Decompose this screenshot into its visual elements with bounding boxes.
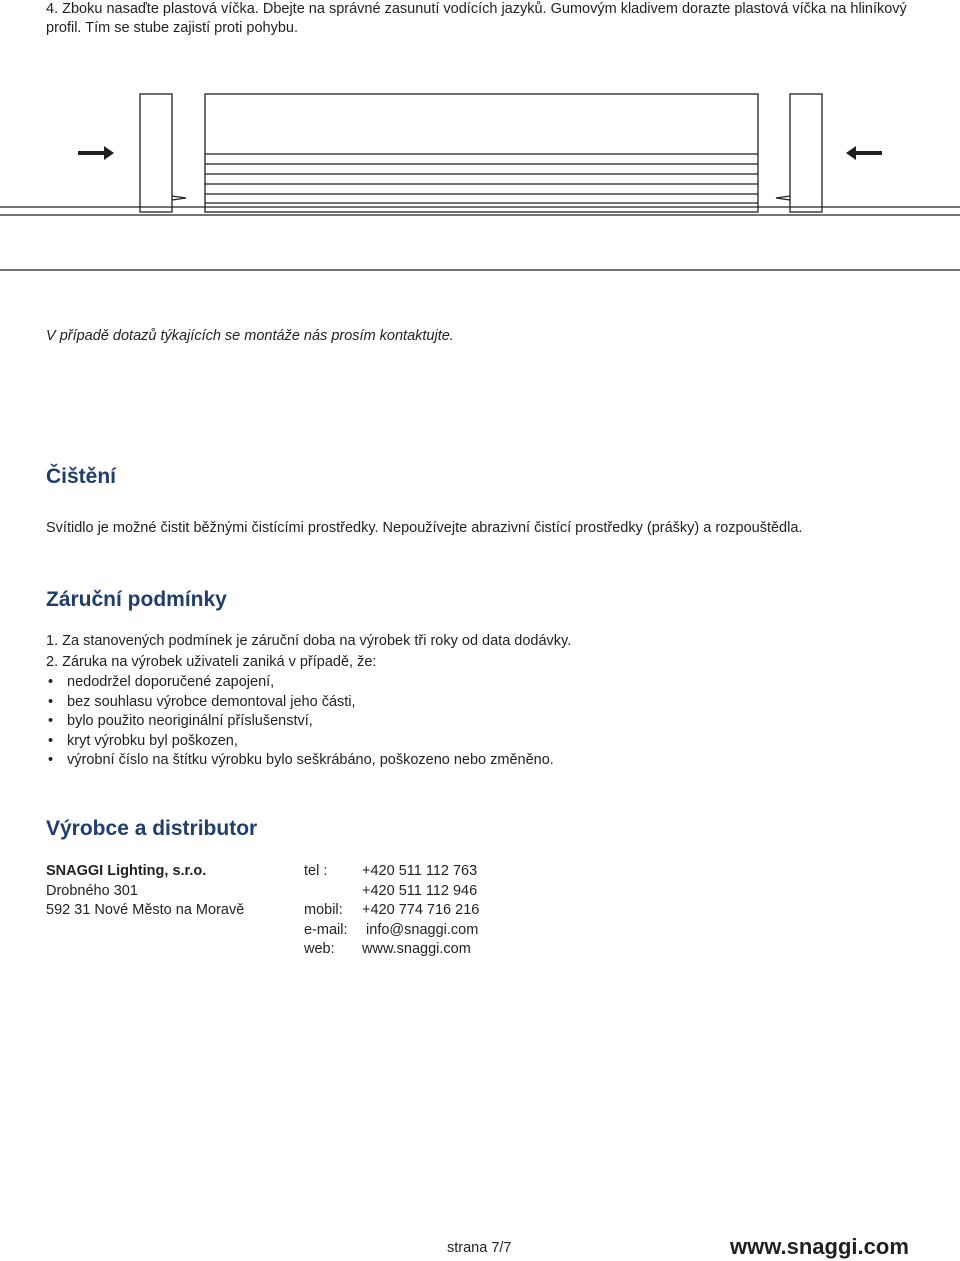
list-item xyxy=(46,751,554,771)
contact-label: tel : xyxy=(304,863,328,879)
cleaning-text: Svítidlo je možné čistit běžnými čistícími prostředky. Nepoužívejte abrazivní čistící prostředky (prášky) a rozpouštědla. xyxy=(46,520,803,536)
company-name: SNAGGI Lighting, s.r.o. xyxy=(46,863,207,879)
bullet-icon: • xyxy=(48,713,54,729)
bullet-icon: • xyxy=(48,732,54,749)
bullet-icon: • xyxy=(48,674,54,690)
footer-website: www.snaggi.com xyxy=(730,1234,909,1259)
cleaning-heading: Čištění xyxy=(46,465,117,488)
company-city: 592 31 Nové Město na Moravě xyxy=(46,902,245,918)
end-cap-assembly-diagram xyxy=(0,78,960,278)
page-number: strana 7/7 xyxy=(447,1240,512,1256)
contact-row-phone-1 xyxy=(304,862,479,882)
assembly-step-text: 4. Zboku nasaďte plastová víčka. Dbejte na správné zasunutí vodících jazyků. Gumovým kladivem dorazte plastová víčka na hliníkový profil. Tím se stube zajistí proti pohybu. xyxy=(46,1,907,36)
contact-row-mobile xyxy=(304,901,479,921)
contact-row-web xyxy=(304,940,479,960)
condition-text: výrobní číslo na štítku výrobku bylo seškrábáno, poškozeno nebo změněno. xyxy=(67,752,554,768)
left-cap-tongue xyxy=(172,196,186,200)
manufacturer-heading: Výrobce a distributor xyxy=(46,817,258,840)
condition-text: bylo použito neoriginální příslušenství, xyxy=(67,713,313,729)
right-cap-tongue xyxy=(776,196,790,200)
condition-text: nedodržel doporučené zapojení, xyxy=(67,674,275,690)
warranty-heading: Záruční podmínky xyxy=(46,588,227,611)
contact-value: info@snaggi.com xyxy=(362,921,479,938)
bullet-icon: • xyxy=(48,752,54,768)
contact-value: +420 511 112 946 xyxy=(362,882,478,899)
warranty-item-1: 1. Za stanovených podmínek je záruční doba na výrobek tři roky od data dodávky. xyxy=(46,633,572,649)
right-end-cap xyxy=(790,94,822,212)
contact-label: mobil: xyxy=(304,902,343,918)
left-end-cap xyxy=(140,94,172,212)
profile-drawing xyxy=(0,94,960,270)
condition-text: bez souhlasu výrobce demontoval jeho části, xyxy=(67,693,356,710)
contact-label: e-mail: xyxy=(304,921,348,938)
list-item xyxy=(46,712,554,732)
contact-row-email xyxy=(304,921,479,941)
contact-row-phone-2 xyxy=(304,882,479,902)
bullet-icon: • xyxy=(48,693,54,710)
contact-value: +420 511 112 763 xyxy=(362,863,478,879)
contact-value: +420 774 716 216 xyxy=(362,902,480,918)
list-item xyxy=(46,693,554,713)
contact-label: web: xyxy=(304,941,335,957)
contact-label xyxy=(304,882,362,902)
warranty-item-2: 2. Záruka na výrobek uživateli zaniká v případě, že: xyxy=(46,654,377,670)
installation-contact-note: V případě dotazů týkajících se montáže nás prosím kontaktujte. xyxy=(46,328,454,344)
list-item xyxy=(46,673,554,693)
direction-arrows xyxy=(78,146,882,160)
contact-list xyxy=(304,862,479,960)
warranty-conditions-list xyxy=(46,673,554,771)
contact-value: www.snaggi.com xyxy=(362,941,471,957)
list-item xyxy=(46,732,554,752)
company-address xyxy=(46,862,244,921)
condition-text: kryt výrobku byl poškozen, xyxy=(67,732,238,749)
company-street: Drobného 301 xyxy=(46,882,138,899)
